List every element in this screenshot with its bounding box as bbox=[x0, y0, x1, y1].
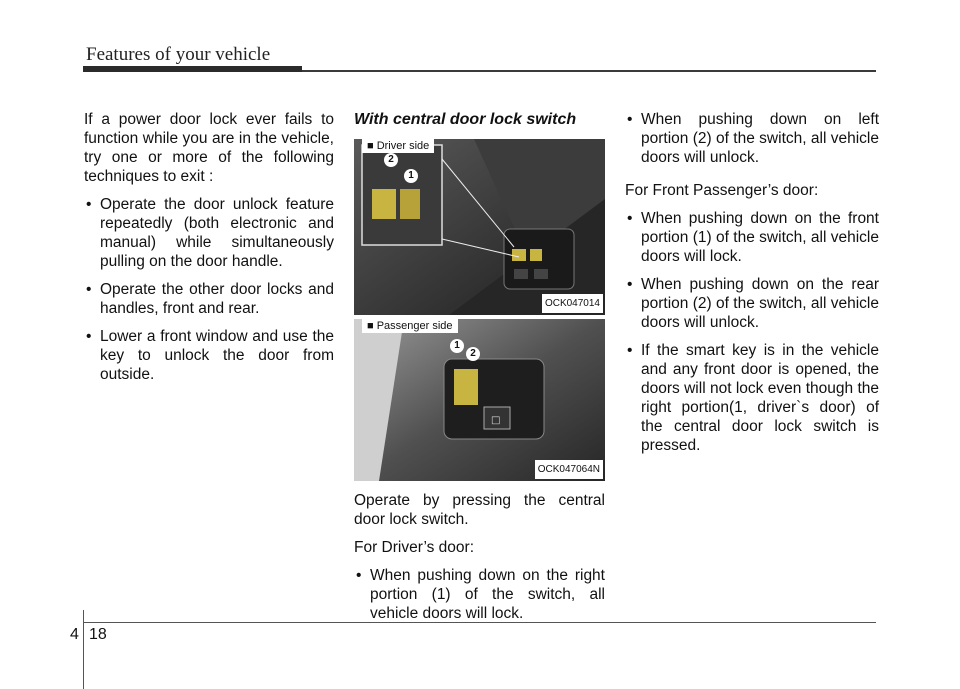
section-heading: With central door lock switch bbox=[354, 111, 577, 128]
figure-code: OCK047064N bbox=[535, 460, 603, 479]
list-item: • Operate the door unlock feature repeatedly (both electronic and manual) while simultaneously pulling on the door handle. bbox=[84, 195, 334, 271]
footer-rule bbox=[83, 622, 876, 623]
driver-side-figure bbox=[354, 139, 605, 315]
driver-door-list bbox=[354, 566, 605, 623]
page-header-title: Features of your vehicle bbox=[86, 44, 271, 65]
header-rule-thick bbox=[83, 66, 302, 72]
list-item: • When pushing down on the rear portion (2) of the switch, all vehicle doors will unlock. bbox=[625, 275, 879, 332]
chapter-number: 4 bbox=[70, 626, 79, 643]
passenger-side-figure bbox=[354, 315, 605, 481]
driver-door-list-continued bbox=[625, 110, 879, 167]
list-item: • If the smart key is in the vehicle and any front door is opened, the doors will not lock even though the right portion(1, driver`s door) of the central door lock switch is pressed. bbox=[625, 341, 879, 455]
callout-badge-1: 1 bbox=[404, 169, 418, 183]
passenger-door-heading: For Front Passenger’s door: bbox=[625, 182, 819, 199]
list-item: • When pushing down on the front portion (1) of the switch, all vehicle doors will lock. bbox=[625, 209, 879, 266]
callout-badge-2: 2 bbox=[384, 153, 398, 167]
passenger-door-illustration bbox=[354, 319, 605, 481]
list-item: • When pushing down on left portion (2) of the switch, all vehicle doors will unlock. bbox=[625, 110, 879, 167]
passenger-door-list bbox=[625, 209, 879, 455]
driver-door-heading: For Driver’s door: bbox=[354, 539, 475, 556]
figure-code: OCK047014 bbox=[542, 294, 603, 313]
middle-column bbox=[354, 110, 605, 632]
figure-label: ■ Driver side bbox=[362, 139, 434, 153]
exit-techniques-list bbox=[84, 195, 334, 384]
left-column bbox=[84, 110, 334, 393]
intro-paragraph: If a power door lock ever fails to function while you are in the vehicle, try one or more of the following techniques to exit : bbox=[84, 111, 334, 185]
callout-badge-2: 2 bbox=[466, 347, 480, 361]
callout-badge-1: 1 bbox=[450, 339, 464, 353]
figure-label: ■ Passenger side bbox=[362, 319, 458, 333]
list-item: • Lower a front window and use the key to unlock the door from outside. bbox=[84, 327, 334, 384]
page-number: 18 bbox=[89, 626, 107, 643]
operate-paragraph: Operate by pressing the central door lock switch. bbox=[354, 492, 605, 528]
list-item: • Operate the other door locks and handles, front and rear. bbox=[84, 280, 334, 318]
header-rule-thin bbox=[302, 70, 876, 72]
right-column bbox=[625, 110, 879, 464]
list-item: • When pushing down on the right portion (1) of the switch, all vehicle doors will lock. bbox=[354, 566, 605, 623]
svg-text:□: □ bbox=[491, 415, 501, 426]
footer-divider bbox=[83, 610, 84, 689]
